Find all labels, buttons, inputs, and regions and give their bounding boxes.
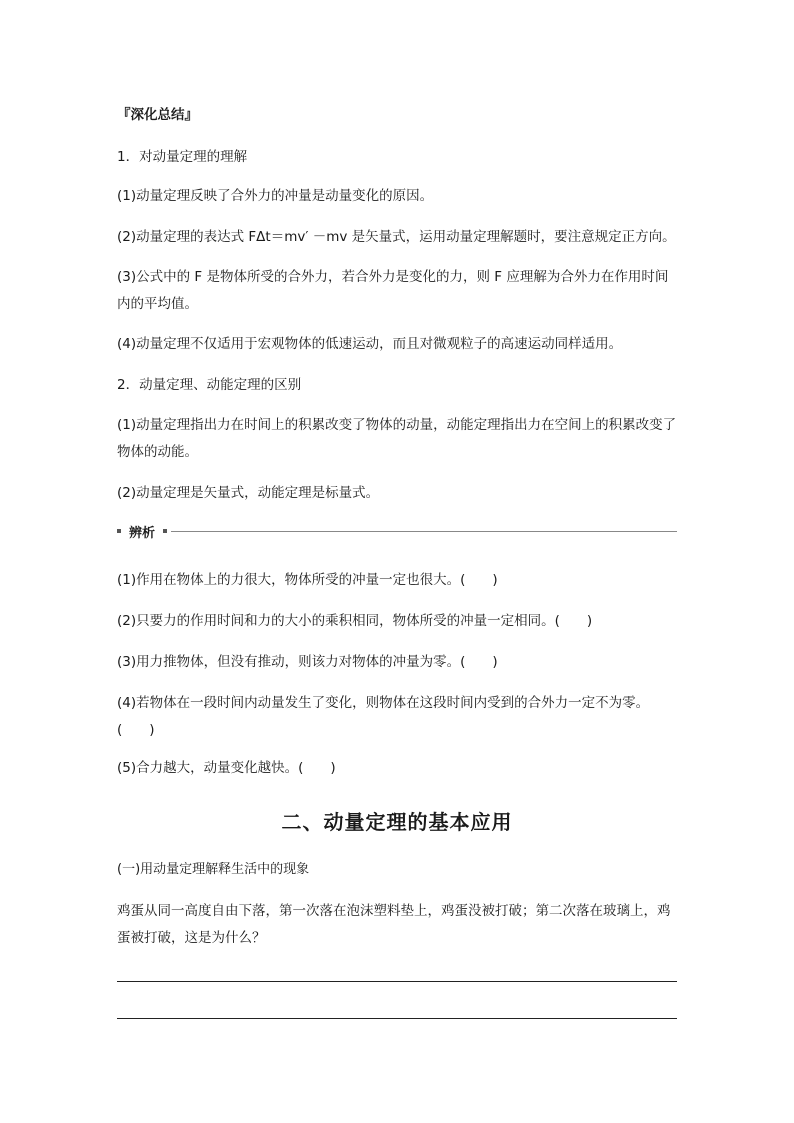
- analysis-label: 辨析: [129, 526, 156, 541]
- answer-line[interactable]: [117, 1018, 677, 1019]
- summary-item-1-4: (4)动量定理不仅适用于宏观物体的低速运动，而且对微观粒子的高速运动同样适用。: [117, 336, 623, 352]
- summary-item-2-2: (2)动量定理是矢量式，动能定理是标量式。: [117, 485, 380, 501]
- section-2-subtitle: (一)用动量定理解释生活中的现象: [117, 862, 310, 877]
- section-2-title: 2．动量定理、动能定理的区别: [117, 377, 302, 393]
- summary-item-1-1: (1)动量定理反映了合外力的冲量是动量变化的原因。: [117, 188, 434, 204]
- analysis-item-5: (5)合力越大，动量变化越快。( ): [117, 760, 336, 776]
- divider-line: [171, 531, 677, 532]
- summary-item-1-2: (2)动量定理的表达式 FΔt＝mv′ －mv 是矢量式，运用动量定理解题时，要注意规定正方向。: [117, 229, 676, 245]
- analysis-item-2: (2)只要力的作用时间和力的大小的乘积相同，物体所受的冲量一定相同。( ): [117, 613, 593, 629]
- summary-item-2-1: (1)动量定理指出力在时间上的积累改变了物体的动量，动能定理指出力在空间上的积累改变了物体的动能。: [117, 417, 677, 460]
- analysis-item-4: (4)若物体在一段时间内动量发生了变化，则物体在这段时间内受到的合外力一定不为零。( ): [117, 695, 650, 738]
- section-2-heading: 二、动量定理的基本应用: [281, 810, 513, 834]
- summary-heading: 『深化总结』: [117, 107, 198, 123]
- analysis-item-1: (1)作用在物体上的力很大，物体所受的冲量一定也很大。( ): [117, 572, 498, 588]
- answer-line[interactable]: [117, 981, 677, 982]
- square-bullet-icon: [117, 529, 121, 533]
- question-text: 鸡蛋从同一高度自由下落，第一次落在泡沫塑料垫上，鸡蛋没被打破；第二次落在玻璃上，鸡蛋被打破，这是为什么？: [117, 903, 671, 946]
- analysis-divider: [117, 522, 677, 540]
- square-bullet-icon: [163, 529, 167, 533]
- analysis-item-3: (3)用力推物体，但没有推动，则该力对物体的冲量为零。( ): [117, 654, 498, 670]
- section-1-title: 1．对动量定理的理解: [117, 149, 248, 165]
- summary-item-1-3: (3)公式中的 F 是物体所受的合外力，若合外力是变化的力，则 F 应理解为合外力在作用时间内的平均值。: [117, 269, 669, 312]
